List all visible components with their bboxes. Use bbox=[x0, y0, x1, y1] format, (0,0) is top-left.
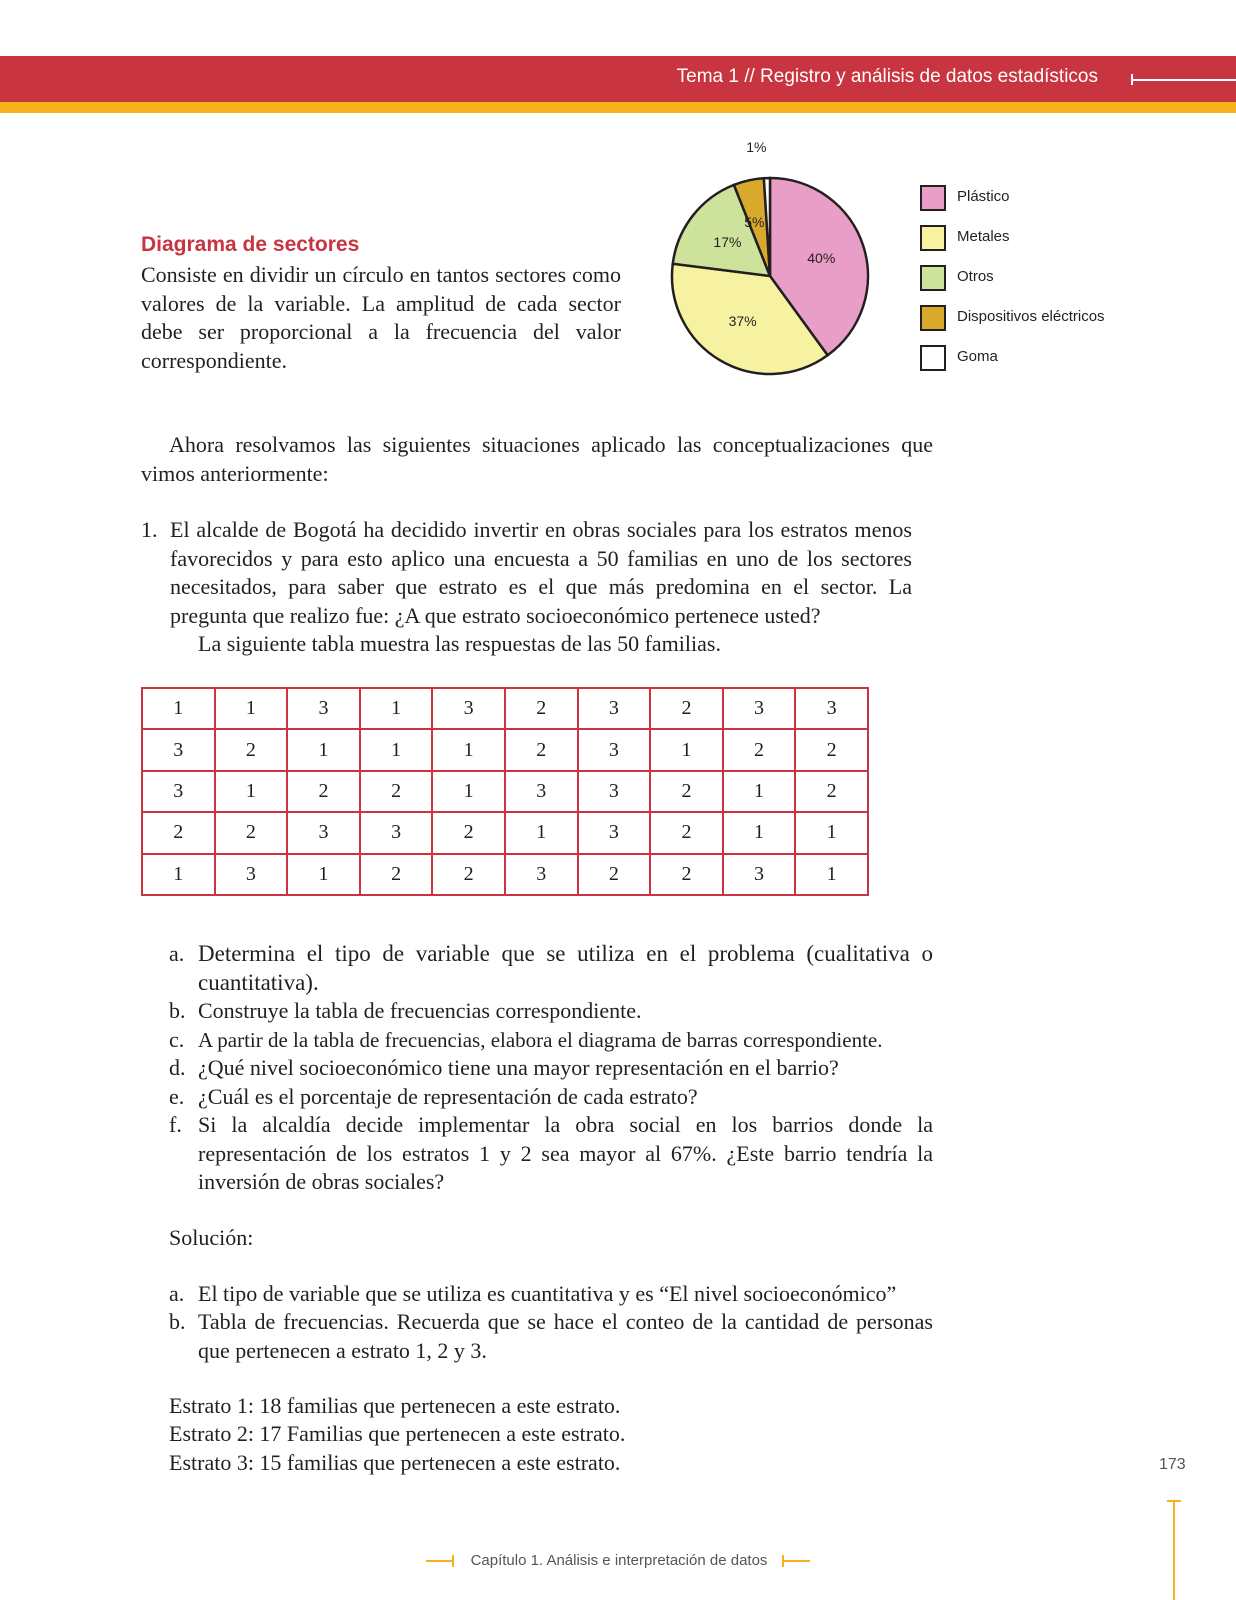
problem-text: El alcalde de Bogotá ha decidido invertir en obras sociales para los estratos menos favorecidos y para esto aplico una encuesta a 50 familias en uno de los sectores necesitados, para saber que estrato es el que más predomina en el sector. La pregunta que realizo fue: ¿A que estrato socioeconómico pertenece usted? bbox=[170, 517, 912, 628]
table-cell: 2 bbox=[432, 854, 505, 895]
table-cell: 3 bbox=[578, 812, 651, 853]
table-cell: 3 bbox=[142, 771, 215, 812]
table-cell: 2 bbox=[142, 812, 215, 853]
table-row bbox=[142, 812, 868, 853]
pie-slice-label: 5% bbox=[744, 214, 765, 231]
question-letter: c. bbox=[169, 1027, 185, 1052]
table-cell: 3 bbox=[795, 688, 868, 729]
table-cell: 2 bbox=[723, 729, 796, 770]
table-cell: 2 bbox=[215, 729, 288, 770]
table-cell: 2 bbox=[432, 812, 505, 853]
legend-label-plastico: Plástico bbox=[957, 188, 1010, 205]
solution-count: Estrato 3: 15 familias que pertenecen a este estrato. bbox=[169, 1450, 621, 1475]
table-cell: 3 bbox=[723, 688, 796, 729]
question-text: Si la alcaldía decide implementar la obra social en los barrios donde la representación de los estratos 1 y 2 sea mayor al 67%. ¿Este barrio tendría la inversión de obras sociales? bbox=[198, 1112, 933, 1194]
pie-slice-label: 17% bbox=[713, 233, 742, 250]
definition-text: Consiste en dividir un círculo en tantos sectores como valores de la variable. La amplitud de cada sector debe ser proporcional a la frecuencia del valor correspondiente. bbox=[141, 262, 621, 373]
question-letter: f. bbox=[169, 1112, 182, 1137]
legend-label-goma: Goma bbox=[957, 348, 998, 365]
table-cell: 2 bbox=[795, 729, 868, 770]
table-cell: 1 bbox=[432, 771, 505, 812]
side-rule bbox=[1173, 1500, 1175, 1600]
table-cell: 1 bbox=[142, 688, 215, 729]
table-cell: 1 bbox=[215, 771, 288, 812]
intro-paragraph: Ahora resolvamos las siguientes situaciones aplicado las conceptualizaciones que vimos anteriormente: bbox=[141, 432, 933, 486]
table-cell: 1 bbox=[142, 854, 215, 895]
legend-swatch-plastico bbox=[920, 185, 946, 211]
table-cell: 1 bbox=[795, 854, 868, 895]
solution-text: Tabla de frecuencias. Recuerda que se hace el conteo de la cantidad de personas que pertenecen a estrato 1, 2 y 3. bbox=[198, 1309, 933, 1363]
legend-swatch-metales bbox=[920, 225, 946, 251]
table-cell: 1 bbox=[723, 771, 796, 812]
problem-number: 1. bbox=[141, 517, 158, 542]
question-text: Determina el tipo de variable que se utiliza en el problema (cualitativa o cuantitativa). bbox=[198, 941, 933, 995]
question-text: A partir de la tabla de frecuencias, elabora el diagrama de barras correspondiente. bbox=[198, 1028, 883, 1052]
solution-letter: a. bbox=[169, 1281, 185, 1306]
table-cell: 2 bbox=[650, 854, 723, 895]
legend-swatch-otros bbox=[920, 265, 946, 291]
table-row bbox=[142, 854, 868, 895]
table-cell: 2 bbox=[287, 771, 360, 812]
section-heading: Diagrama de sectores bbox=[141, 233, 360, 256]
question-letter: a. bbox=[169, 941, 185, 966]
table-cell: 1 bbox=[650, 729, 723, 770]
footer-chapter-title: Análisis e interpretación de datos bbox=[546, 1552, 768, 1569]
table-cell: 2 bbox=[215, 812, 288, 853]
table-cell: 1 bbox=[432, 729, 505, 770]
table-cell: 2 bbox=[578, 854, 651, 895]
question-letter: e. bbox=[169, 1084, 185, 1109]
table-cell: 2 bbox=[795, 771, 868, 812]
footer-rule-right bbox=[782, 1560, 810, 1562]
table-row bbox=[142, 771, 868, 812]
table-cell: 3 bbox=[287, 812, 360, 853]
table-cell: 2 bbox=[505, 688, 578, 729]
page-number: 173 bbox=[1159, 1456, 1186, 1473]
table-cell: 3 bbox=[578, 688, 651, 729]
solution-text: El tipo de variable que se utiliza es cuantitativa y es “El nivel socioeconómico” bbox=[198, 1281, 897, 1306]
table-row bbox=[142, 729, 868, 770]
legend-swatch-goma bbox=[920, 345, 946, 371]
responses-table bbox=[141, 687, 869, 896]
question-text: Construye la tabla de frecuencias correspondiente. bbox=[198, 998, 642, 1023]
table-cell: 1 bbox=[215, 688, 288, 729]
table-row bbox=[142, 688, 868, 729]
legend-label-dispositivos: Dispositivos eléctricos bbox=[957, 308, 1105, 325]
footer-chapter bbox=[471, 1552, 768, 1569]
table-cell: 1 bbox=[505, 812, 578, 853]
table-cell: 2 bbox=[650, 771, 723, 812]
pie-slice-label: 1% bbox=[746, 139, 767, 156]
table-cell: 3 bbox=[360, 812, 433, 853]
header-accent-band bbox=[0, 102, 1236, 113]
pie-slice-label: 40% bbox=[807, 250, 836, 267]
question-text: ¿Cuál es el porcentaje de representación de cada estrato? bbox=[198, 1084, 698, 1109]
footer-chapter-number: Capítulo 1. bbox=[470, 1552, 544, 1569]
table-cell: 1 bbox=[795, 812, 868, 853]
table-cell: 3 bbox=[432, 688, 505, 729]
header-rule bbox=[1131, 79, 1236, 81]
table-cell: 3 bbox=[287, 688, 360, 729]
table-cell: 2 bbox=[360, 771, 433, 812]
pie-chart bbox=[670, 140, 880, 385]
table-cell: 2 bbox=[650, 688, 723, 729]
table-cell: 1 bbox=[287, 729, 360, 770]
solution-count: Estrato 2: 17 Familias que pertenecen a este estrato. bbox=[169, 1421, 626, 1446]
table-cell: 3 bbox=[505, 854, 578, 895]
table-cell: 3 bbox=[578, 771, 651, 812]
legend-label-otros: Otros bbox=[957, 268, 994, 285]
table-cell: 3 bbox=[578, 729, 651, 770]
pie-slice-label: 37% bbox=[728, 313, 757, 330]
question-letter: b. bbox=[169, 998, 186, 1023]
legend-swatch-dispositivos bbox=[920, 305, 946, 331]
table-intro: La siguiente tabla muestra las respuestas de las 50 familias. bbox=[198, 631, 721, 656]
solution-count: Estrato 1: 18 familias que pertenecen a este estrato. bbox=[169, 1393, 621, 1418]
solution-letter: b. bbox=[169, 1309, 186, 1334]
footer-rule-left bbox=[426, 1560, 454, 1562]
legend-label-metales: Metales bbox=[957, 228, 1010, 245]
table-cell: 1 bbox=[360, 688, 433, 729]
table-cell: 3 bbox=[505, 771, 578, 812]
solution-label: Solución: bbox=[169, 1225, 254, 1250]
header-title: Tema 1 // Registro y análisis de datos estadísticos bbox=[676, 66, 1098, 87]
table-cell: 2 bbox=[650, 812, 723, 853]
table-cell: 3 bbox=[215, 854, 288, 895]
question-letter: d. bbox=[169, 1055, 186, 1080]
table-cell: 3 bbox=[142, 729, 215, 770]
table-cell: 2 bbox=[505, 729, 578, 770]
table-cell: 3 bbox=[723, 854, 796, 895]
table-cell: 2 bbox=[360, 854, 433, 895]
footer bbox=[0, 1552, 1236, 1569]
question-text: ¿Qué nivel socioeconómico tiene una mayor representación en el barrio? bbox=[198, 1055, 839, 1080]
table-cell: 1 bbox=[287, 854, 360, 895]
table-cell: 1 bbox=[360, 729, 433, 770]
table-cell: 1 bbox=[723, 812, 796, 853]
